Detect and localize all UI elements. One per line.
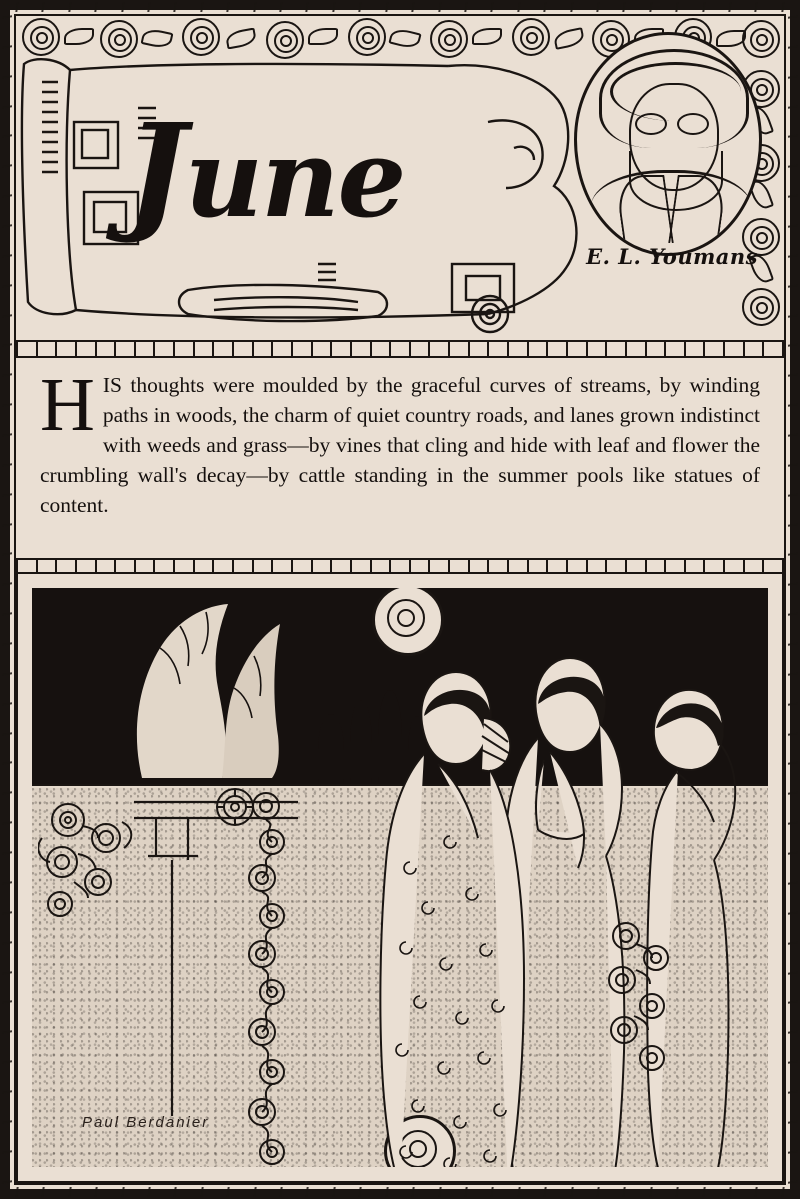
portrait-oval-frame <box>574 32 762 256</box>
leaf-ornament <box>64 28 94 45</box>
illustration-frame <box>16 572 784 1183</box>
rose-cluster <box>38 798 148 928</box>
portrait-coat <box>591 170 751 249</box>
page-title-initial: J <box>126 97 185 247</box>
cypress-tree <box>318 714 344 786</box>
rose-ornament <box>742 288 780 326</box>
leaf-ornament <box>472 28 502 45</box>
rose-ornament <box>348 18 386 56</box>
figure-left <box>364 658 554 1167</box>
border-ticks-top <box>16 2 784 12</box>
page-title-rest: une <box>184 116 405 242</box>
body-paragraph: IS thoughts were moulded by the graceful curves of streams, by winding paths in woods, the charm of quiet country roads, and lanes grown indistinct with weeds and grass—by vines that cling and hide with leaf and flower the crumbling wall's decay—by cattle standing in the summer pools like statues of content. <box>40 373 760 517</box>
border-ticks-bottom <box>16 1187 784 1197</box>
page-title <box>126 97 405 247</box>
leaf-ornament <box>308 28 338 45</box>
masthead-panel <box>16 16 784 338</box>
portrait-caption: E. L. Youmans <box>586 244 758 269</box>
illustration <box>32 588 768 1167</box>
body-text-panel <box>40 363 760 550</box>
rose-garland <box>236 792 306 1167</box>
leaf-ornament <box>388 27 421 51</box>
rosette-boss <box>214 786 256 828</box>
leaf-ornament <box>141 27 174 50</box>
drop-cap: H <box>40 363 95 447</box>
rule-above-text <box>16 340 784 358</box>
rose-ornament <box>182 18 220 56</box>
spectacles-icon <box>635 113 709 133</box>
border-ticks-right <box>788 16 798 1183</box>
border-ticks-left <box>2 16 12 1183</box>
artist-signature: Paul Berdanier <box>82 1114 210 1131</box>
rose-ornament <box>22 18 60 56</box>
rose-cluster <box>602 918 682 1088</box>
foliage-silhouette <box>102 596 312 786</box>
rose-ornament <box>512 18 550 56</box>
leaf-ornament <box>225 28 257 50</box>
portrait-medallion <box>574 32 762 256</box>
